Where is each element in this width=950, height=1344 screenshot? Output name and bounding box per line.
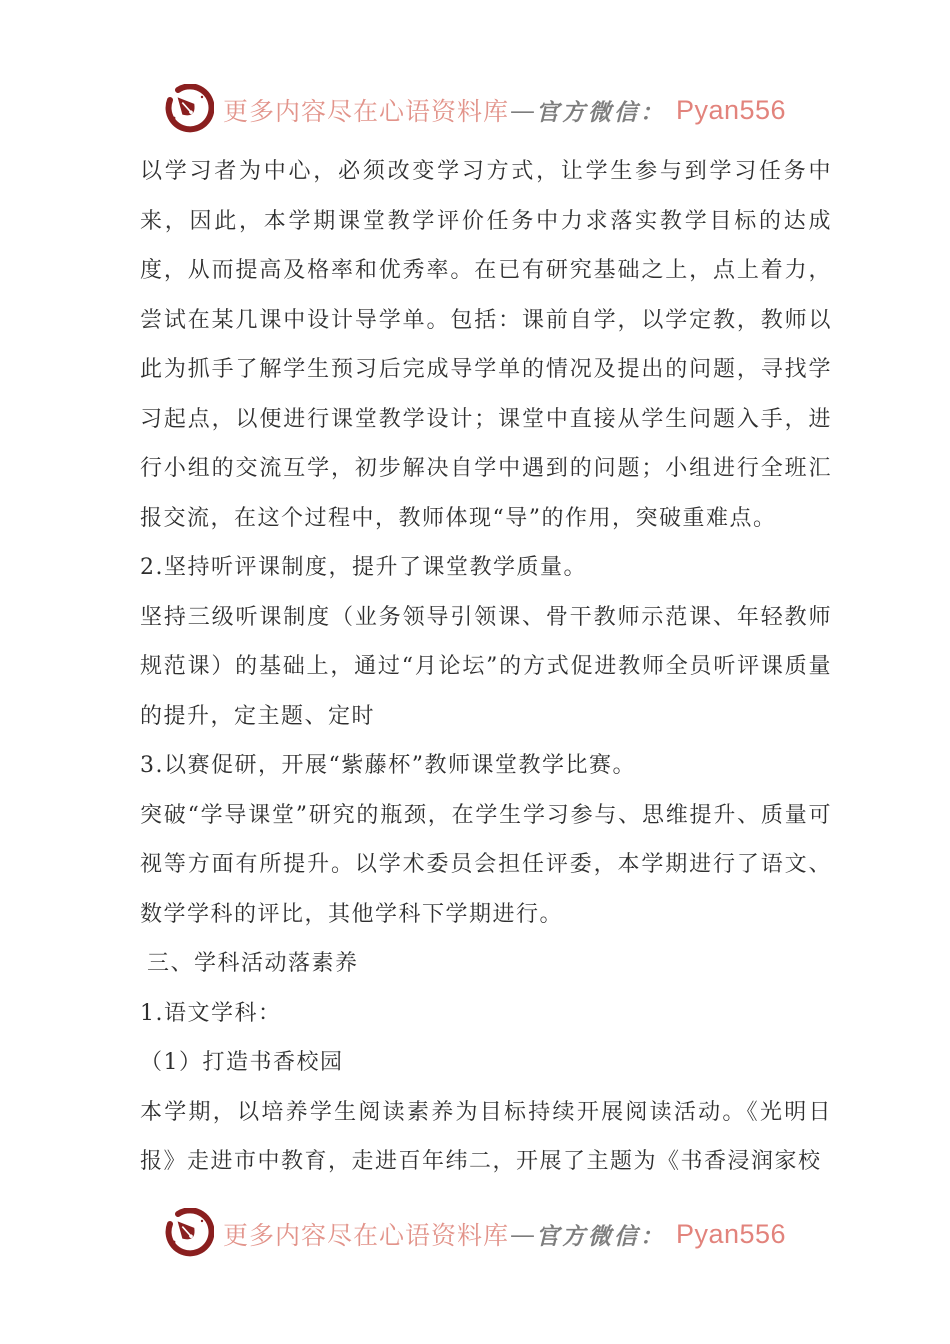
section-heading-three: 三、学科活动落素养 bbox=[147, 951, 359, 976]
paragraph-item-2-body: 坚持三级听课制度（业务领导引领课、骨干教师示范课、年轻教师规范课）的基础上，通过“月论坛”的方式促进教师全员听评课质量的提升，定主题、定时 bbox=[140, 604, 832, 729]
paragraph-continuation: 以学习者为中心，必须改变学习方式，让学生参与到学习任务中来，因此，本学期课堂教学评价任务中力求落实教学目标的达成度，从而提高及格率和优秀率。在已有研究基础之上，点上着力，尝试在某几课中设计导学单。包括：课前自学，以学定教，教师以此为抓手了解学生预习后完成导学单的情况及提出的问题，寻找学习起点，以便进行课堂教学设计；课堂中直接从学生问题入手，进行小组的交流互学，初步解决自学中遇到的问题；小组进行全班汇报交流，在这个过程中，教师体现“导”的作用，突破重难点。 bbox=[140, 159, 832, 531]
pen-nib-circle-icon bbox=[164, 1208, 214, 1260]
paragraph-item-3-heading: 3.以赛促研，开展“紫藤杯”教师课堂教学比赛。 bbox=[140, 753, 636, 778]
document-text-block bbox=[140, 147, 832, 1187]
paragraph-reading-activity: 本学期，以培养学生阅读素养为目标持续开展阅读活动。《光明日报》走进市中教育，走进百年纬二，开展了主题为《书香浸润家校 bbox=[140, 1099, 832, 1174]
watermark-wechat-label: 官方微信： bbox=[535, 98, 666, 126]
watermark-dash: — bbox=[509, 1219, 535, 1249]
subsection-item-1-heading: （1）打造书香校园 bbox=[140, 1050, 344, 1075]
watermark-wechat-label: 官方微信： bbox=[535, 1222, 666, 1250]
paragraph-item-3-body: 突破“学导课堂”研究的瓶颈，在学生学习参与、思维提升、质量可视等方面有所提升。以学术委员会担任评委，本学期进行了语文、数学学科的评比，其他学科下学期进行。 bbox=[140, 802, 832, 927]
header-watermark bbox=[0, 82, 950, 138]
subsection-chinese-subject: 1.语文学科： bbox=[140, 1000, 282, 1026]
footer-watermark bbox=[0, 1206, 950, 1262]
watermark-dash: — bbox=[509, 95, 535, 125]
paragraph-item-2-heading: 2.坚持听评课制度，提升了课堂教学质量。 bbox=[140, 555, 587, 580]
watermark-wechat-id: Pyan556 bbox=[675, 94, 787, 125]
pen-nib-circle-icon bbox=[164, 84, 214, 136]
watermark-brand-text: 更多内容尽在心语资料库 bbox=[222, 1221, 509, 1250]
watermark-brand-text: 更多内容尽在心语资料库 bbox=[222, 97, 509, 126]
watermark-wechat-id: Pyan556 bbox=[675, 1218, 787, 1249]
